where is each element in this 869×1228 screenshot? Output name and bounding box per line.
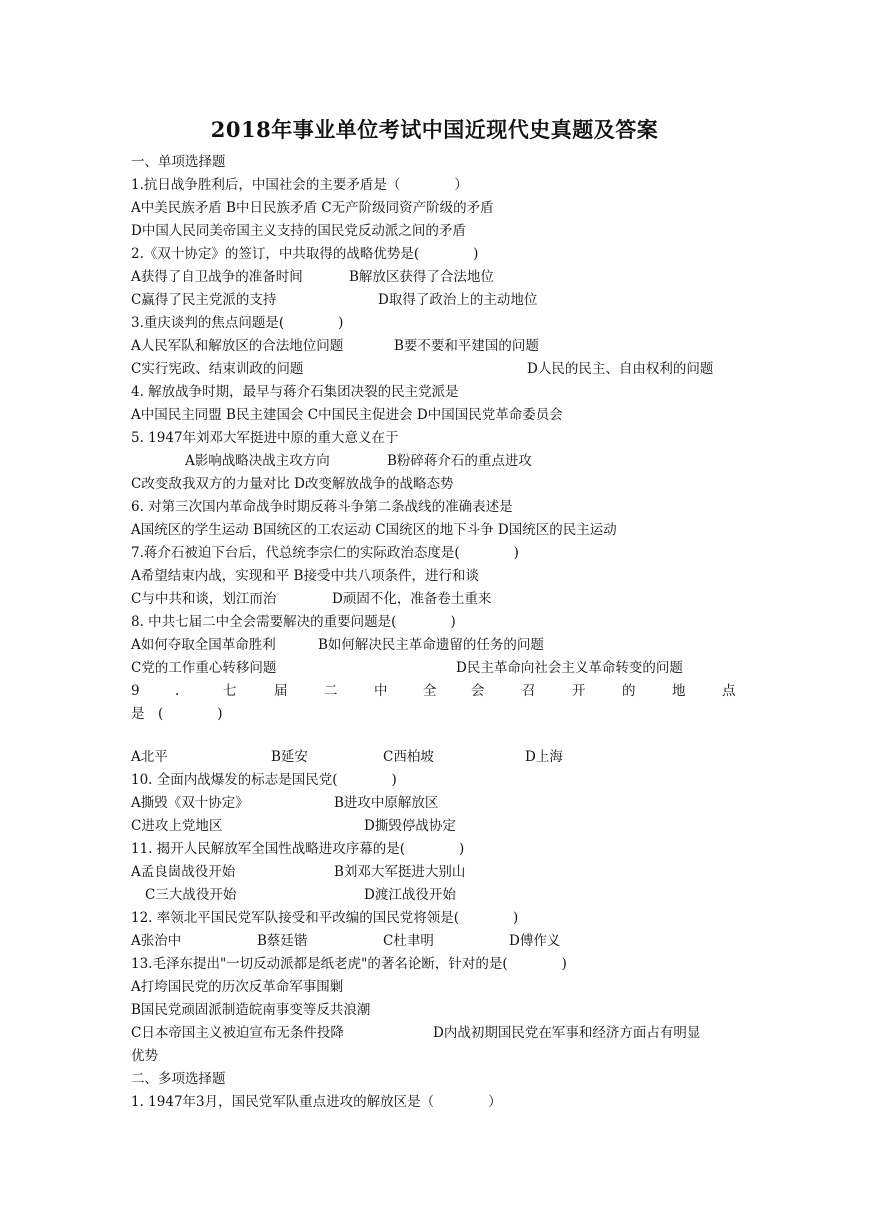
- option-b: B粉碎蒋介石的重点进攻: [387, 453, 532, 469]
- option-b: B刘邓大军挺进大别山: [334, 864, 466, 880]
- option-a: A撕毁《双十协定》: [131, 795, 249, 811]
- q9-char: 会: [471, 683, 485, 699]
- option-c: C赢得了民主党派的支持: [131, 292, 277, 308]
- q9-char: 中: [374, 683, 388, 699]
- question-10: 10. 全面内战爆发的标志是国民党( ): [131, 772, 397, 788]
- question-12: 12. 率领北平国民党军队接受和平改编的国民党将领是( ): [131, 910, 519, 926]
- question-6: 6. 对第三次国内革命战争时期反蒋斗争第二条战线的准确表述是: [131, 499, 513, 515]
- q9-char: 届: [274, 683, 288, 699]
- q9-char: 9: [131, 683, 140, 699]
- question-1-options-line-2: D中国人民同美帝国主义支持的国民党反动派之间的矛盾: [131, 223, 466, 239]
- option-b: B进攻中原解放区: [334, 795, 439, 811]
- q9-char: 开: [572, 683, 586, 699]
- option-b: B蔡廷锴: [257, 933, 308, 949]
- option-d: D内战初期国民党在军事和经济方面占有明显: [433, 1025, 701, 1041]
- question-6-options: A国统区的学生运动 B国统区的工农运动 C国统区的地下斗争 D国统区的民主运动: [131, 522, 617, 538]
- q9-char: 地: [672, 683, 686, 699]
- question-13-option-a: A打垮国民党的历次反革命军事围剿: [131, 979, 344, 995]
- question-7-options-row-1: A希望结束内战，实现和平 B接受中共八项条件，进行和谈: [131, 568, 479, 584]
- question-4: 4. 解放战争时期，最早与蒋介石集团决裂的民主党派是: [131, 384, 459, 400]
- section-heading-multiple-choice: 二、多项选择题: [131, 1071, 226, 1087]
- option-b: B要不要和平建国的问题: [394, 338, 539, 354]
- option-d: D渡江战役开始: [364, 887, 456, 903]
- question-4-options: A中国民主同盟 B民主建国会 C中国民主促进会 D中国国民党革命委员会: [131, 407, 563, 423]
- q9-char: 点: [722, 683, 736, 699]
- q9-char: 的: [622, 683, 636, 699]
- option-c: C杜聿明: [383, 933, 434, 949]
- option-a: A张治中: [131, 933, 182, 949]
- option-d: D傅作义: [509, 933, 561, 949]
- option-a: A人民军队和解放区的合法地位问题: [131, 338, 344, 354]
- section-heading-single-choice: 一、单项选择题: [131, 154, 226, 170]
- option-c: C西柏坡: [383, 749, 434, 765]
- option-b: B解放区获得了合法地位: [349, 269, 494, 285]
- option-b: B延安: [271, 749, 308, 765]
- option-a: A获得了自卫战争的准备时间: [131, 269, 303, 285]
- question-1: 1.抗日战争胜利后，中国社会的主要矛盾是（ ）: [131, 177, 468, 193]
- question-13-option-b: B国民党顽固派制造皖南事变等反共浪潮: [131, 1002, 371, 1018]
- question-8: 8. 中共七届二中全会需要解决的重要问题是( ): [131, 614, 456, 630]
- question-1-options-line-1: A中美民族矛盾 B中日民族矛盾 C无产阶级同资产阶级的矛盾: [131, 200, 494, 216]
- option-c: C日本帝国主义被迫宣布无条件投降: [131, 1025, 344, 1041]
- multi-question-1: 1. 1947年3月，国民党军队重点进攻的解放区是（ ）: [131, 1094, 502, 1110]
- question-13-option-d-continued: 优势: [131, 1048, 158, 1064]
- q9-char: 召: [522, 683, 536, 699]
- question-9-line-2: 是 ( ): [131, 706, 223, 722]
- question-3: 3.重庆谈判的焦点问题是( ): [131, 315, 344, 331]
- q9-char: 全: [423, 683, 437, 699]
- question-7: 7.蒋介石被迫下台后，代总统李宗仁的实际政治态度是( ): [131, 545, 519, 561]
- option-c: C三大战役开始: [145, 887, 237, 903]
- option-d: D撕毁停战协定: [364, 818, 456, 834]
- q9-char: 二: [324, 683, 338, 699]
- option-c: C与中共和谈，划江而治: [131, 591, 277, 607]
- option-d: D取得了政治上的主动地位: [378, 292, 538, 308]
- option-a: A影响战略决战主攻方向: [185, 453, 330, 469]
- option-c: C党的工作重心转移问题: [131, 660, 277, 676]
- option-d: D顽固不化，准备卷土重来: [332, 591, 492, 607]
- option-a: A孟良崮战役开始: [131, 864, 236, 880]
- option-a: A如何夺取全国革命胜利: [131, 637, 276, 653]
- question-5-options-row-2: C改变敌我双方的力量对比 D改变解放战争的战略态势: [131, 476, 454, 492]
- document-title: 2018年事业单位考试中国近现代史真题及答案: [210, 117, 659, 142]
- question-11: 11. 揭开人民解放军全国性战略进攻序幕的是( ): [131, 841, 465, 857]
- q9-char: 七: [223, 683, 237, 699]
- option-d: D人民的民主、自由权利的问题: [527, 361, 714, 377]
- option-c: C进攻上党地区: [131, 818, 223, 834]
- question-2: 2.《双十协定》的签订，中共取得的战略优势是( ): [131, 246, 479, 262]
- option-c: C实行宪政、结束训政的问题: [131, 361, 304, 377]
- q9-char: .: [175, 683, 180, 699]
- option-d: D上海: [525, 749, 563, 765]
- option-a: A北平: [131, 749, 168, 765]
- option-b: B如何解决民主革命遗留的任务的问题: [318, 637, 544, 653]
- question-5: 5. 1947年刘邓大军挺进中原的重大意义在于: [131, 430, 399, 446]
- question-13: 13.毛泽东提出"一切反动派都是纸老虎"的著名论断，针对的是( ): [131, 956, 567, 972]
- option-d: D民主革命向社会主义革命转变的问题: [456, 660, 683, 676]
